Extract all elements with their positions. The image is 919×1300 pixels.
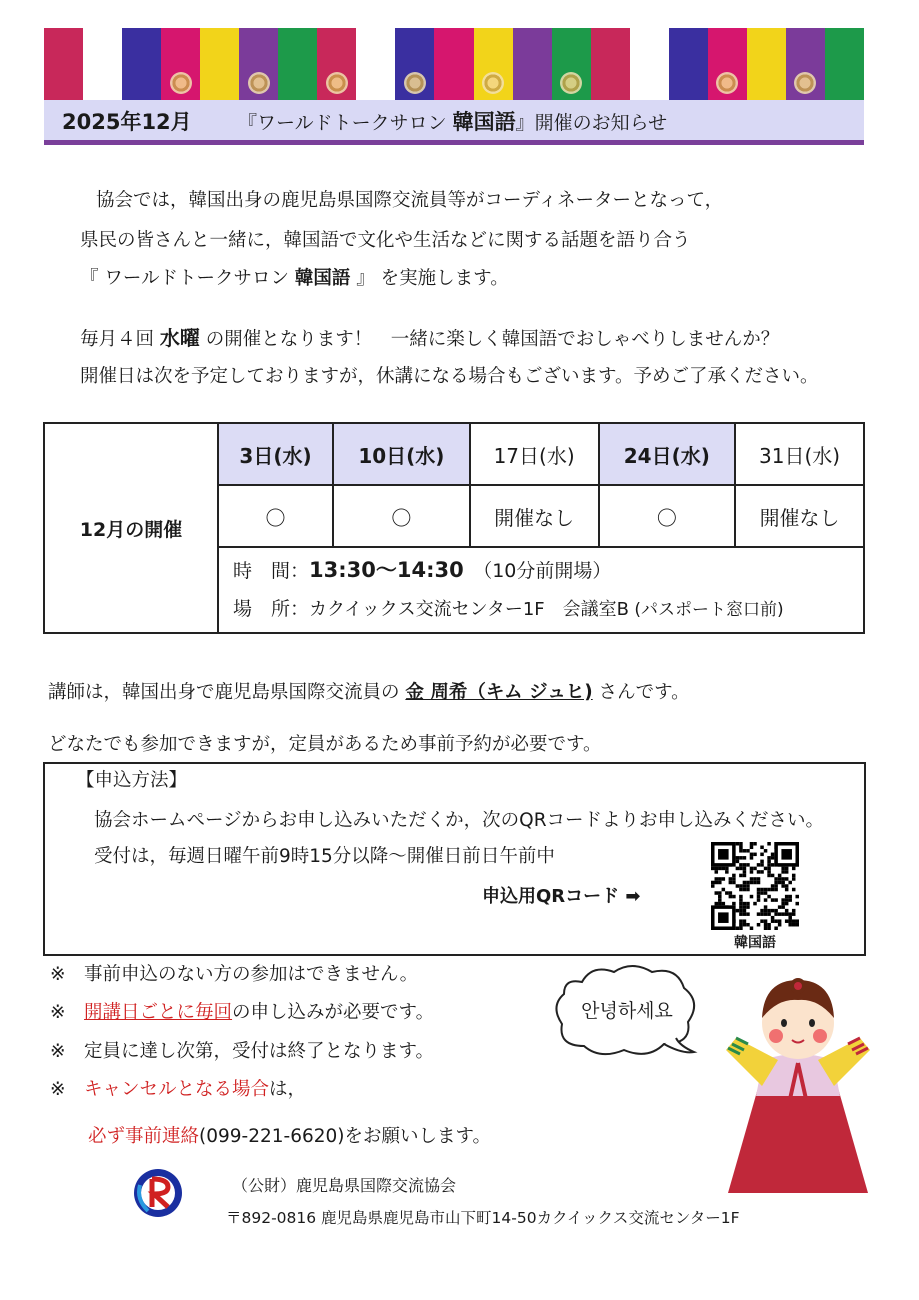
banner-stripe [786,28,825,100]
apply-line-1: 協会ホームページからお申し込みいただくか，次のQRコードよりお申し込みください。 [94,810,825,831]
bubble-text: 안녕하세요 [581,1000,673,1022]
banner-stripe [825,28,864,100]
reservation-note: どなたでも参加できますが，定員があるため事前予約が必要です。 [48,734,602,755]
banner-medal-icon [404,72,426,94]
banner-medal-icon [794,72,816,94]
banner-stripe [747,28,786,100]
qr-label: 申込用QRコード ➡ [482,886,641,907]
teacher-name: 金 周希（キム ジュヒ) [405,682,593,703]
banner-medal-icon [716,72,738,94]
organization-logo-icon [132,1165,184,1221]
schedule-status: 開催なし [735,485,864,547]
page-title: 『ワールドトークサロン 韓国語』開催のお知らせ [238,110,668,134]
hanbok-girl-icon [718,968,878,1198]
schedule-info [218,547,864,633]
banner-stripe [278,28,317,100]
banner-stripe [669,28,708,100]
apply-line-2: 受付は，毎週日曜午前9時15分以降〜開催日前日午前中 [94,846,555,867]
schedule-intro-line-1: 毎月４回 水曜 の開催となります！ 一緒に楽しく韓国語でおしゃべりしませんか？ [80,326,780,350]
schedule-status: 〇 [218,485,333,547]
banner-stripe [513,28,552,100]
banner-medal-icon [248,72,270,94]
schedule-status: 開催なし [470,485,599,547]
schedule-label: 12月の開催 [44,423,218,633]
banner-medal-icon [170,72,192,94]
intro-line-2: 県民の皆さんと一緒に，韓国語で文化や生活などに関する話題を語り合う [80,230,691,251]
schedule-intro-line-2: 開催日は次を予定しておりますが，休講になる場合もございます。予めご了承ください。 [80,366,819,387]
banner-stripe [474,28,513,100]
banner-stripe [434,28,473,100]
note-2: ※ 開講日ごとに毎回の申し込みが必要です。 [50,1002,435,1023]
banner-medal-icon [560,72,582,94]
banner-stripe [44,28,83,100]
schedule-date: 10日(水) [333,423,470,485]
banner-stripe [200,28,239,100]
schedule-date: 24日(水) [599,423,736,485]
note-3: ※ 定員に達し次第，受付は終了となります。 [50,1041,435,1062]
banner-stripe [395,28,434,100]
qr-code-icon[interactable] [711,842,799,930]
banner-stripe [239,28,278,100]
schedule-date: 17日(水) [470,423,599,485]
note-5: 必ず事前連絡(099-221-6620)をお願いします。 [88,1126,492,1147]
schedule-date: 3日(水) [218,423,333,485]
banner-stripe [552,28,591,100]
intro-line-1: 協会では，韓国出身の鹿児島県国際交流員等がコーディネーターとなって， [96,190,724,211]
banner-stripe [708,28,747,100]
note-1: ※ 事前申込のない方の参加はできません。 [50,964,419,985]
banner-stripe [630,28,669,100]
qr-caption: 韓国語 [734,935,776,951]
banner-stripe [591,28,630,100]
banner-stripe [83,28,122,100]
schedule-status: 〇 [333,485,470,547]
schedule-date: 31日(水) [735,423,864,485]
banner-medal-icon [482,72,504,94]
header-banner [44,28,864,100]
teacher-line: 講師は，韓国出身で鹿児島県国際交流員の 金 周希（キム ジュヒ) さんです。 [48,682,690,703]
apply-title: 【申込方法】 [76,770,188,791]
banner-stripe [161,28,200,100]
banner-stripe [356,28,395,100]
banner-medal-icon [326,72,348,94]
footer-org: （公財）鹿児島県国際交流協会 [232,1176,457,1195]
title-month: 2025年12月 [62,110,192,134]
footer-address: 〒892-0816 鹿児島県鹿児島市山下町14-50カクイックス交流センター1F [226,1209,740,1227]
schedule-table [43,422,865,634]
note-4: ※ キャンセルとなる場合は， [50,1079,307,1100]
banner-stripe [122,28,161,100]
banner-stripe [317,28,356,100]
intro-line-3: 『 ワールドトークサロン 韓国語 』 を実施します。 [80,268,509,289]
schedule-time: 時 間：13:30〜14:30 （10分前開場） [233,558,612,582]
schedule-status: 〇 [599,485,736,547]
schedule-place: 場 所：カクイックス交流センター1F 会議室B (パスポート窓口前) [233,598,784,620]
